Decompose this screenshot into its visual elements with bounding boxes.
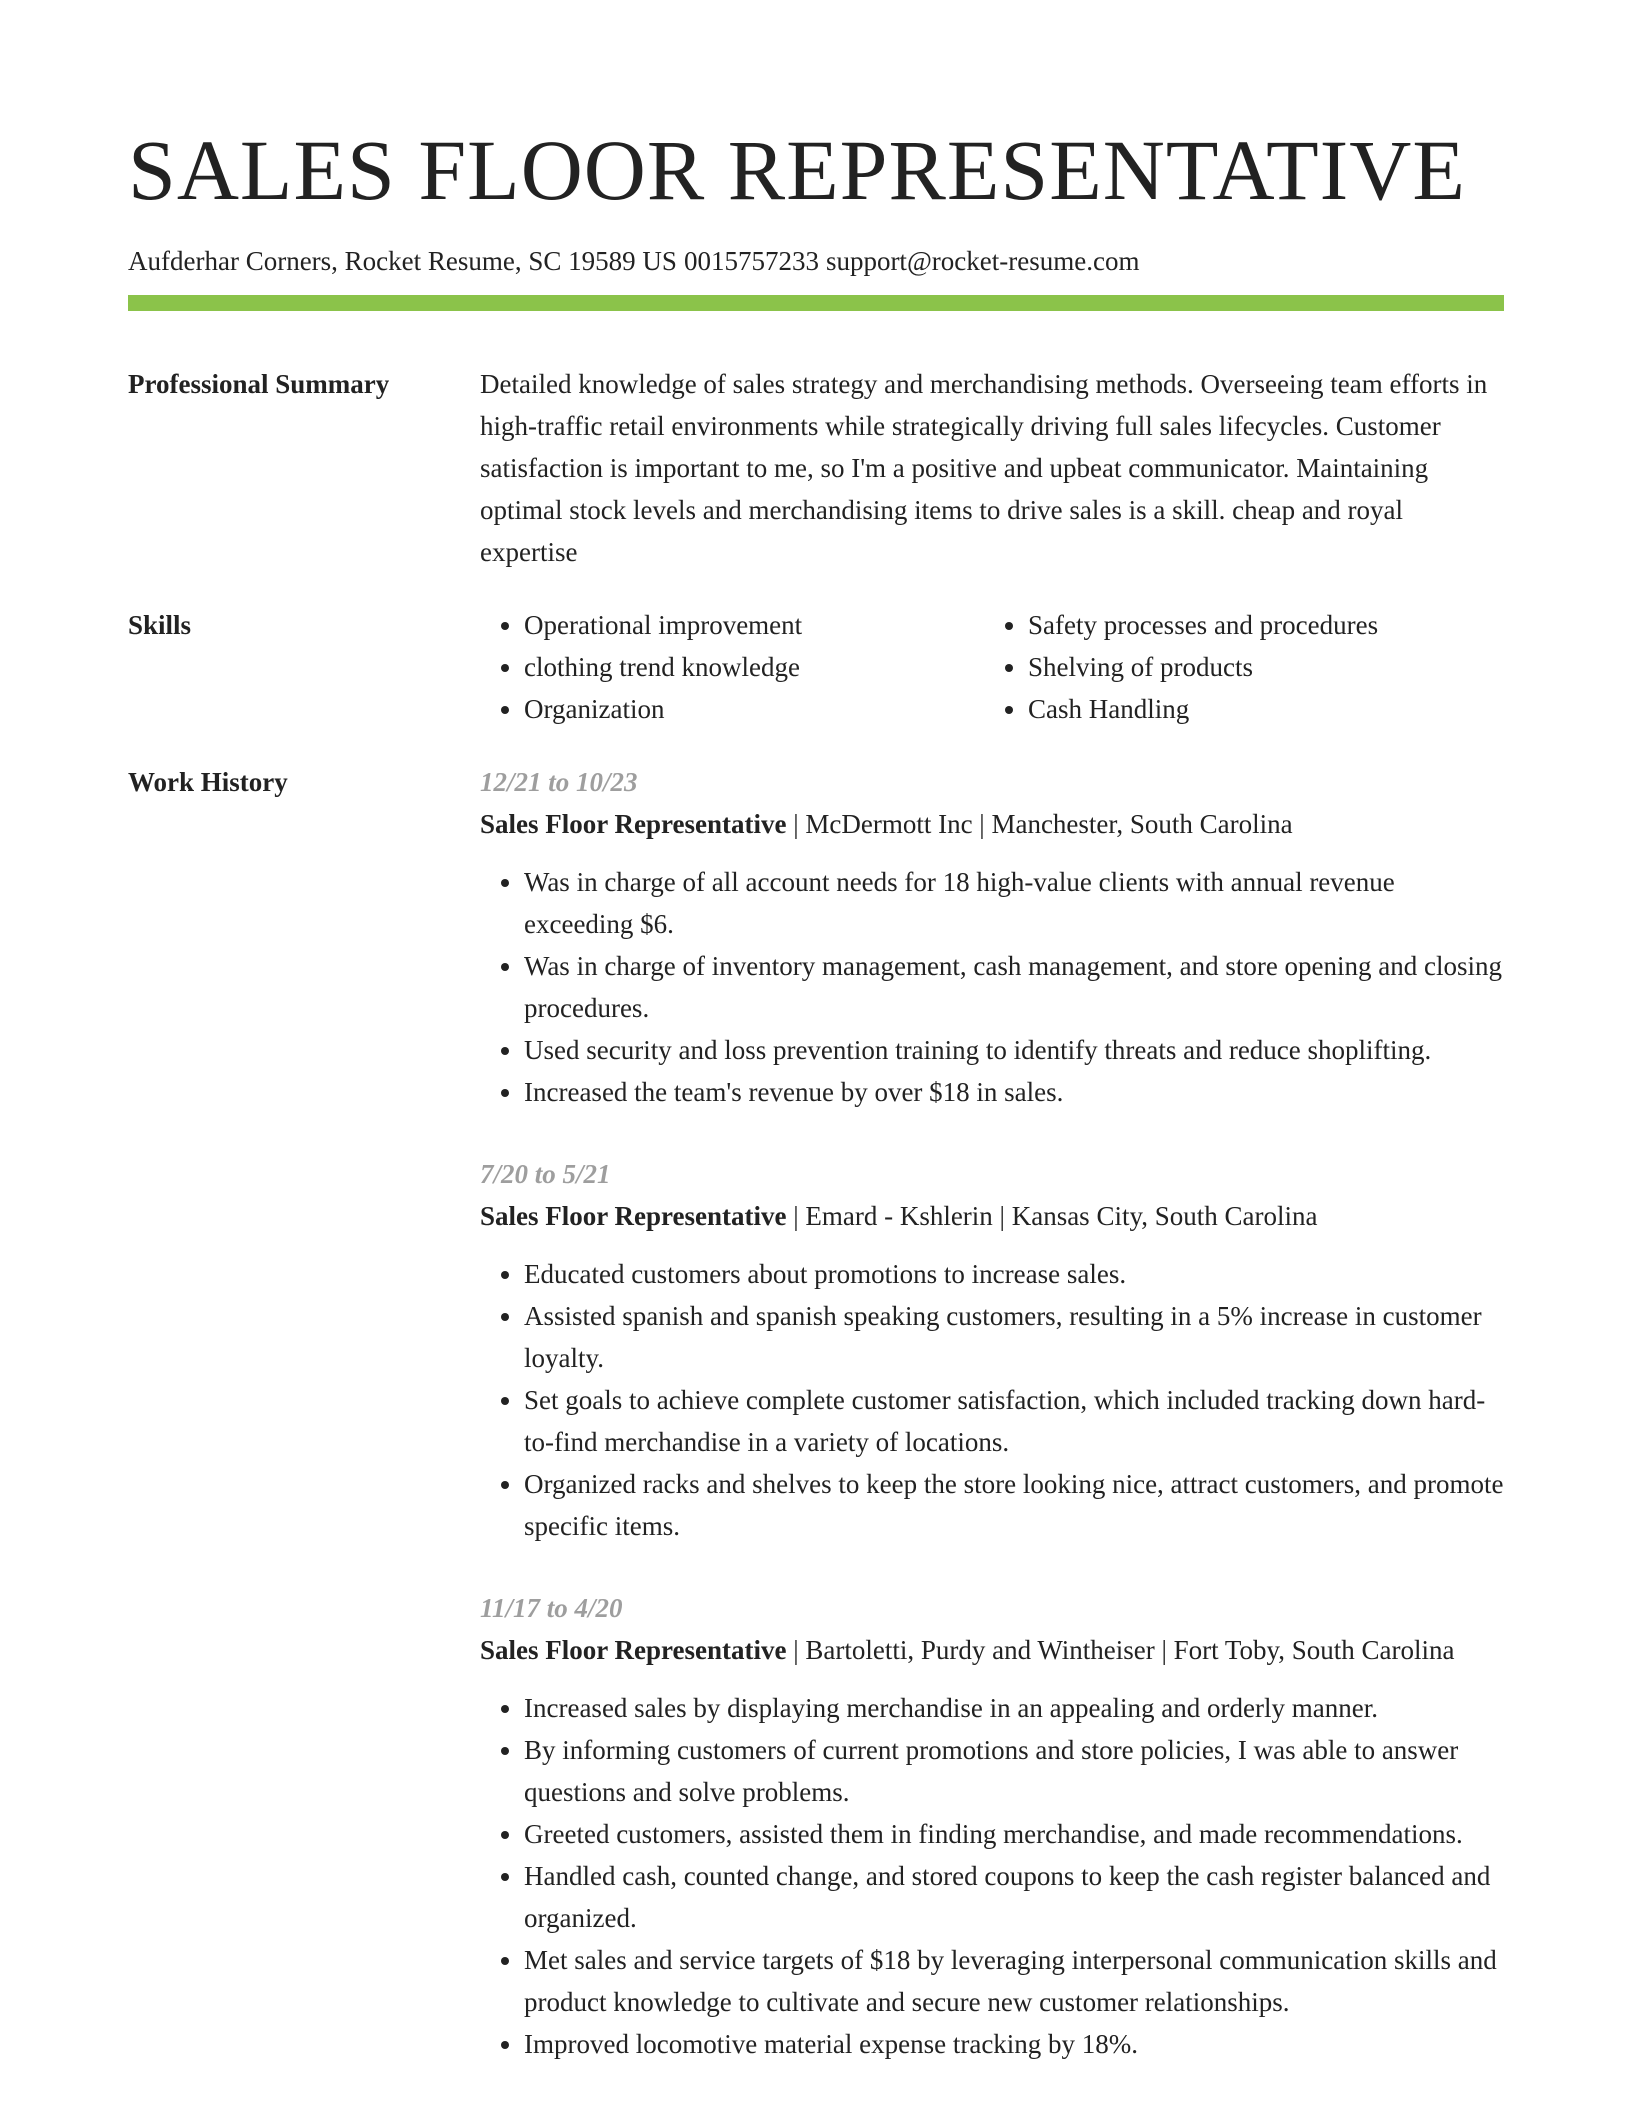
job-bullet: • Handled cash, counted change, and stored coupons to keep the cash register balanced and organized. bbox=[524, 1855, 1504, 1939]
skill-item: • Shelving of products bbox=[1028, 646, 1488, 688]
summary-text: Detailed knowledge of sales strategy and merchandising methods. Overseeing team efforts in high-traffic retail environments while strategically driving full sales lifecycles. Customer satisfaction is important to me, so I'm a positive and upbeat communicator. Maintaining optimal stock levels and merchandising items to drive sales is a skill. cheap and royal expertise bbox=[480, 369, 1488, 567]
header-divider bbox=[128, 295, 1504, 311]
job-title: Sales Floor Representative bbox=[480, 1635, 787, 1665]
skill-item: • Organization bbox=[524, 688, 984, 730]
job-bullet: • Assisted spanish and spanish speaking customers, resulting in a 5% increase in customer loyalty. bbox=[524, 1295, 1504, 1379]
job-entry bbox=[480, 1587, 1504, 2065]
job-title-line bbox=[480, 1629, 1504, 1671]
section-title-summary: Professional Summary bbox=[128, 369, 390, 399]
job-bullet: • Was in charge of inventory management, cash management, and store opening and closing procedures. bbox=[524, 945, 1504, 1029]
job-details: | McDermott Inc | Manchester, South Carolina bbox=[786, 809, 1293, 839]
section-title-work: Work History bbox=[128, 767, 288, 797]
job-bullet: • Improved locomotive material expense tracking by 18%. bbox=[524, 2023, 1504, 2065]
job-bullet: • Organized racks and shelves to keep the store looking nice, attract customers, and promote specific items. bbox=[524, 1463, 1504, 1547]
job-dates: 11/17 to 4/20 bbox=[480, 1593, 623, 1623]
job-bullet: • Met sales and service targets of $18 by leveraging interpersonal communication skills and product knowledge to cultivate and secure new customer relationships. bbox=[524, 1939, 1504, 2023]
job-entry bbox=[480, 1153, 1504, 1547]
skill-item: • clothing trend knowledge bbox=[524, 646, 984, 688]
job-bullet: • Set goals to achieve complete customer satisfaction, which included tracking down hard-to-find merchandise in a variety of locations. bbox=[524, 1379, 1504, 1463]
job-entry bbox=[480, 761, 1504, 1113]
section-title-skills: Skills bbox=[128, 610, 192, 640]
skill-item: • Operational improvement bbox=[524, 604, 984, 646]
job-title: Sales Floor Representative bbox=[480, 809, 787, 839]
job-title-line bbox=[480, 1195, 1504, 1237]
job-bullet: • Increased sales by displaying merchandise in an appealing and orderly manner. bbox=[524, 1687, 1504, 1729]
job-bullet: • Was in charge of all account needs for 18 high-value clients with annual revenue exceeding $6. bbox=[524, 861, 1504, 945]
summary-section bbox=[128, 363, 1504, 573]
skill-item: • Safety processes and procedures bbox=[1028, 604, 1488, 646]
job-dates: 12/21 to 10/23 bbox=[480, 767, 638, 797]
job-bullets bbox=[480, 861, 1504, 1113]
job-title: Sales Floor Representative bbox=[480, 1201, 787, 1231]
contact-line bbox=[128, 244, 1504, 278]
job-bullet: • Greeted customers, assisted them in finding merchandise, and made recommendations. bbox=[524, 1813, 1504, 1855]
resume-page bbox=[128, 120, 1504, 2065]
job-bullet: • By informing customers of current promotions and store policies, I was able to answer questions and solve problems. bbox=[524, 1729, 1504, 1813]
job-details: | Bartoletti, Purdy and Wintheiser | Fort Toby, South Carolina bbox=[786, 1635, 1455, 1665]
job-bullet: • Increased the team's revenue by over $18 in sales. bbox=[524, 1071, 1504, 1113]
skills-column-1 bbox=[480, 604, 984, 730]
job-dates: 7/20 to 5/21 bbox=[480, 1159, 611, 1189]
skill-item: • Cash Handling bbox=[1028, 688, 1488, 730]
resume-name: SALES FLOOR REPRESENTATIVE bbox=[128, 122, 1466, 218]
job-details: | Emard - Kshlerin | Kansas City, South Carolina bbox=[786, 1201, 1318, 1231]
skills-section bbox=[128, 604, 1504, 730]
job-bullet: • Educated customers about promotions to increase sales. bbox=[524, 1253, 1504, 1295]
work-body bbox=[480, 761, 1504, 2065]
work-history-section bbox=[128, 761, 1504, 2065]
contact-address: Aufderhar Corners, Rocket Resume, SC 19589 US bbox=[128, 246, 677, 276]
summary-body bbox=[480, 363, 1504, 573]
job-bullets bbox=[480, 1687, 1504, 2065]
job-bullets bbox=[480, 1253, 1504, 1547]
job-bullet: • Used security and loss prevention training to identify threats and reduce shoplifting. bbox=[524, 1029, 1504, 1071]
skills-body bbox=[480, 604, 1504, 730]
contact-email: support@rocket-resume.com bbox=[825, 246, 1140, 276]
contact-phone: 0015757233 bbox=[683, 246, 819, 276]
job-title-line bbox=[480, 803, 1504, 845]
skills-column-2 bbox=[984, 604, 1488, 730]
